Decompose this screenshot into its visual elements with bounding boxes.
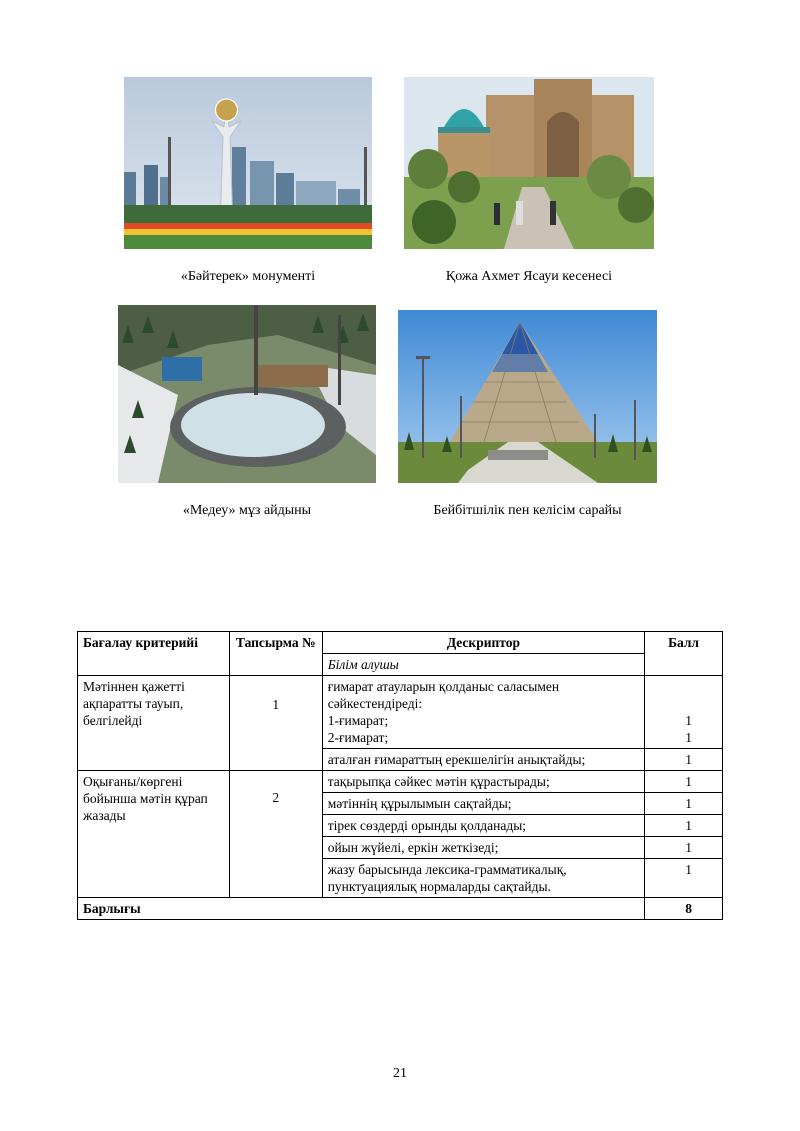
- assessment-criteria-table: [77, 631, 723, 920]
- score-cell: 1: [645, 837, 723, 859]
- task-number-cell: 2: [229, 771, 322, 898]
- header-task-number: Тапсырма №: [229, 632, 322, 676]
- yasawi-mausoleum-photo: [404, 77, 654, 249]
- descriptor-cell: ойын жүйелі, еркін жеткізеді;: [322, 837, 644, 859]
- score-cell: 1: [645, 815, 723, 837]
- score-cell: [645, 676, 723, 749]
- score-cell: 1: [645, 793, 723, 815]
- descriptor-line: 1-ғимарат;: [327, 713, 389, 728]
- descriptor-cell: мәтіннің құрылымын сақтайды;: [322, 793, 644, 815]
- descriptor-cell: [322, 676, 644, 749]
- task-number-cell: 1: [229, 676, 322, 771]
- page-number: 21: [393, 1066, 407, 1081]
- criterion-cell: Оқығаны/көргені бойынша мәтін құрап жазады: [78, 771, 230, 898]
- descriptor-cell: тірек сөздерді орынды қолданады;: [322, 815, 644, 837]
- score-line: 1: [685, 730, 692, 745]
- score-line: [650, 678, 692, 695]
- descriptor-line: ғимарат атауларын қолданыс саласымен: [327, 679, 560, 694]
- table-header-row: [78, 632, 723, 654]
- score-cell: 1: [645, 749, 723, 771]
- total-score: 8: [645, 898, 723, 920]
- header-student: Білім алушы: [322, 654, 644, 676]
- score-line: [650, 695, 692, 712]
- table-row: [78, 771, 723, 793]
- descriptor-line: жазу барысында лексика-грамматикалық,: [327, 862, 567, 877]
- header-criterion: Бағалау критерийі: [78, 632, 230, 676]
- image-caption-baiterek: «Бәйтерек» монументі: [180, 269, 316, 284]
- descriptor-cell: аталған ғимараттың ерекшелігін анықтайды;: [322, 749, 644, 771]
- image-caption-medeu: «Медеу» мұз айдыны: [182, 503, 312, 518]
- total-row: [78, 898, 723, 920]
- descriptor-line: сәйкестендіреді:: [327, 696, 423, 711]
- header-score: Балл: [645, 632, 723, 676]
- score-cell: [645, 859, 723, 898]
- header-descriptor: Дескриптор: [322, 632, 644, 654]
- descriptor-cell: [322, 859, 644, 898]
- descriptor-line: 2-ғимарат;: [327, 730, 389, 745]
- score-line: 1: [685, 713, 692, 728]
- palace-of-peace-photo: [398, 310, 657, 483]
- criterion-cell: Мәтіннен қажетті ақпаратты тауып, белгілейді: [78, 676, 230, 771]
- medeu-rink-photo: [118, 305, 376, 483]
- score-cell: 1: [645, 771, 723, 793]
- image-caption-yasawi: Қожа Ахмет Ясауи кесенесі: [445, 269, 613, 284]
- baiterek-photo: [124, 77, 372, 249]
- total-label: Барлығы: [78, 898, 645, 920]
- descriptor-cell: тақырыпқа сәйкес мәтін құрастырады;: [322, 771, 644, 793]
- table-row: [78, 676, 723, 749]
- score-line: 1: [685, 862, 692, 877]
- descriptor-line: пунктуациялық нормаларды сақтайды.: [327, 879, 551, 894]
- image-caption-palace: Бейбітшілік пен келісім сарайы: [433, 503, 622, 518]
